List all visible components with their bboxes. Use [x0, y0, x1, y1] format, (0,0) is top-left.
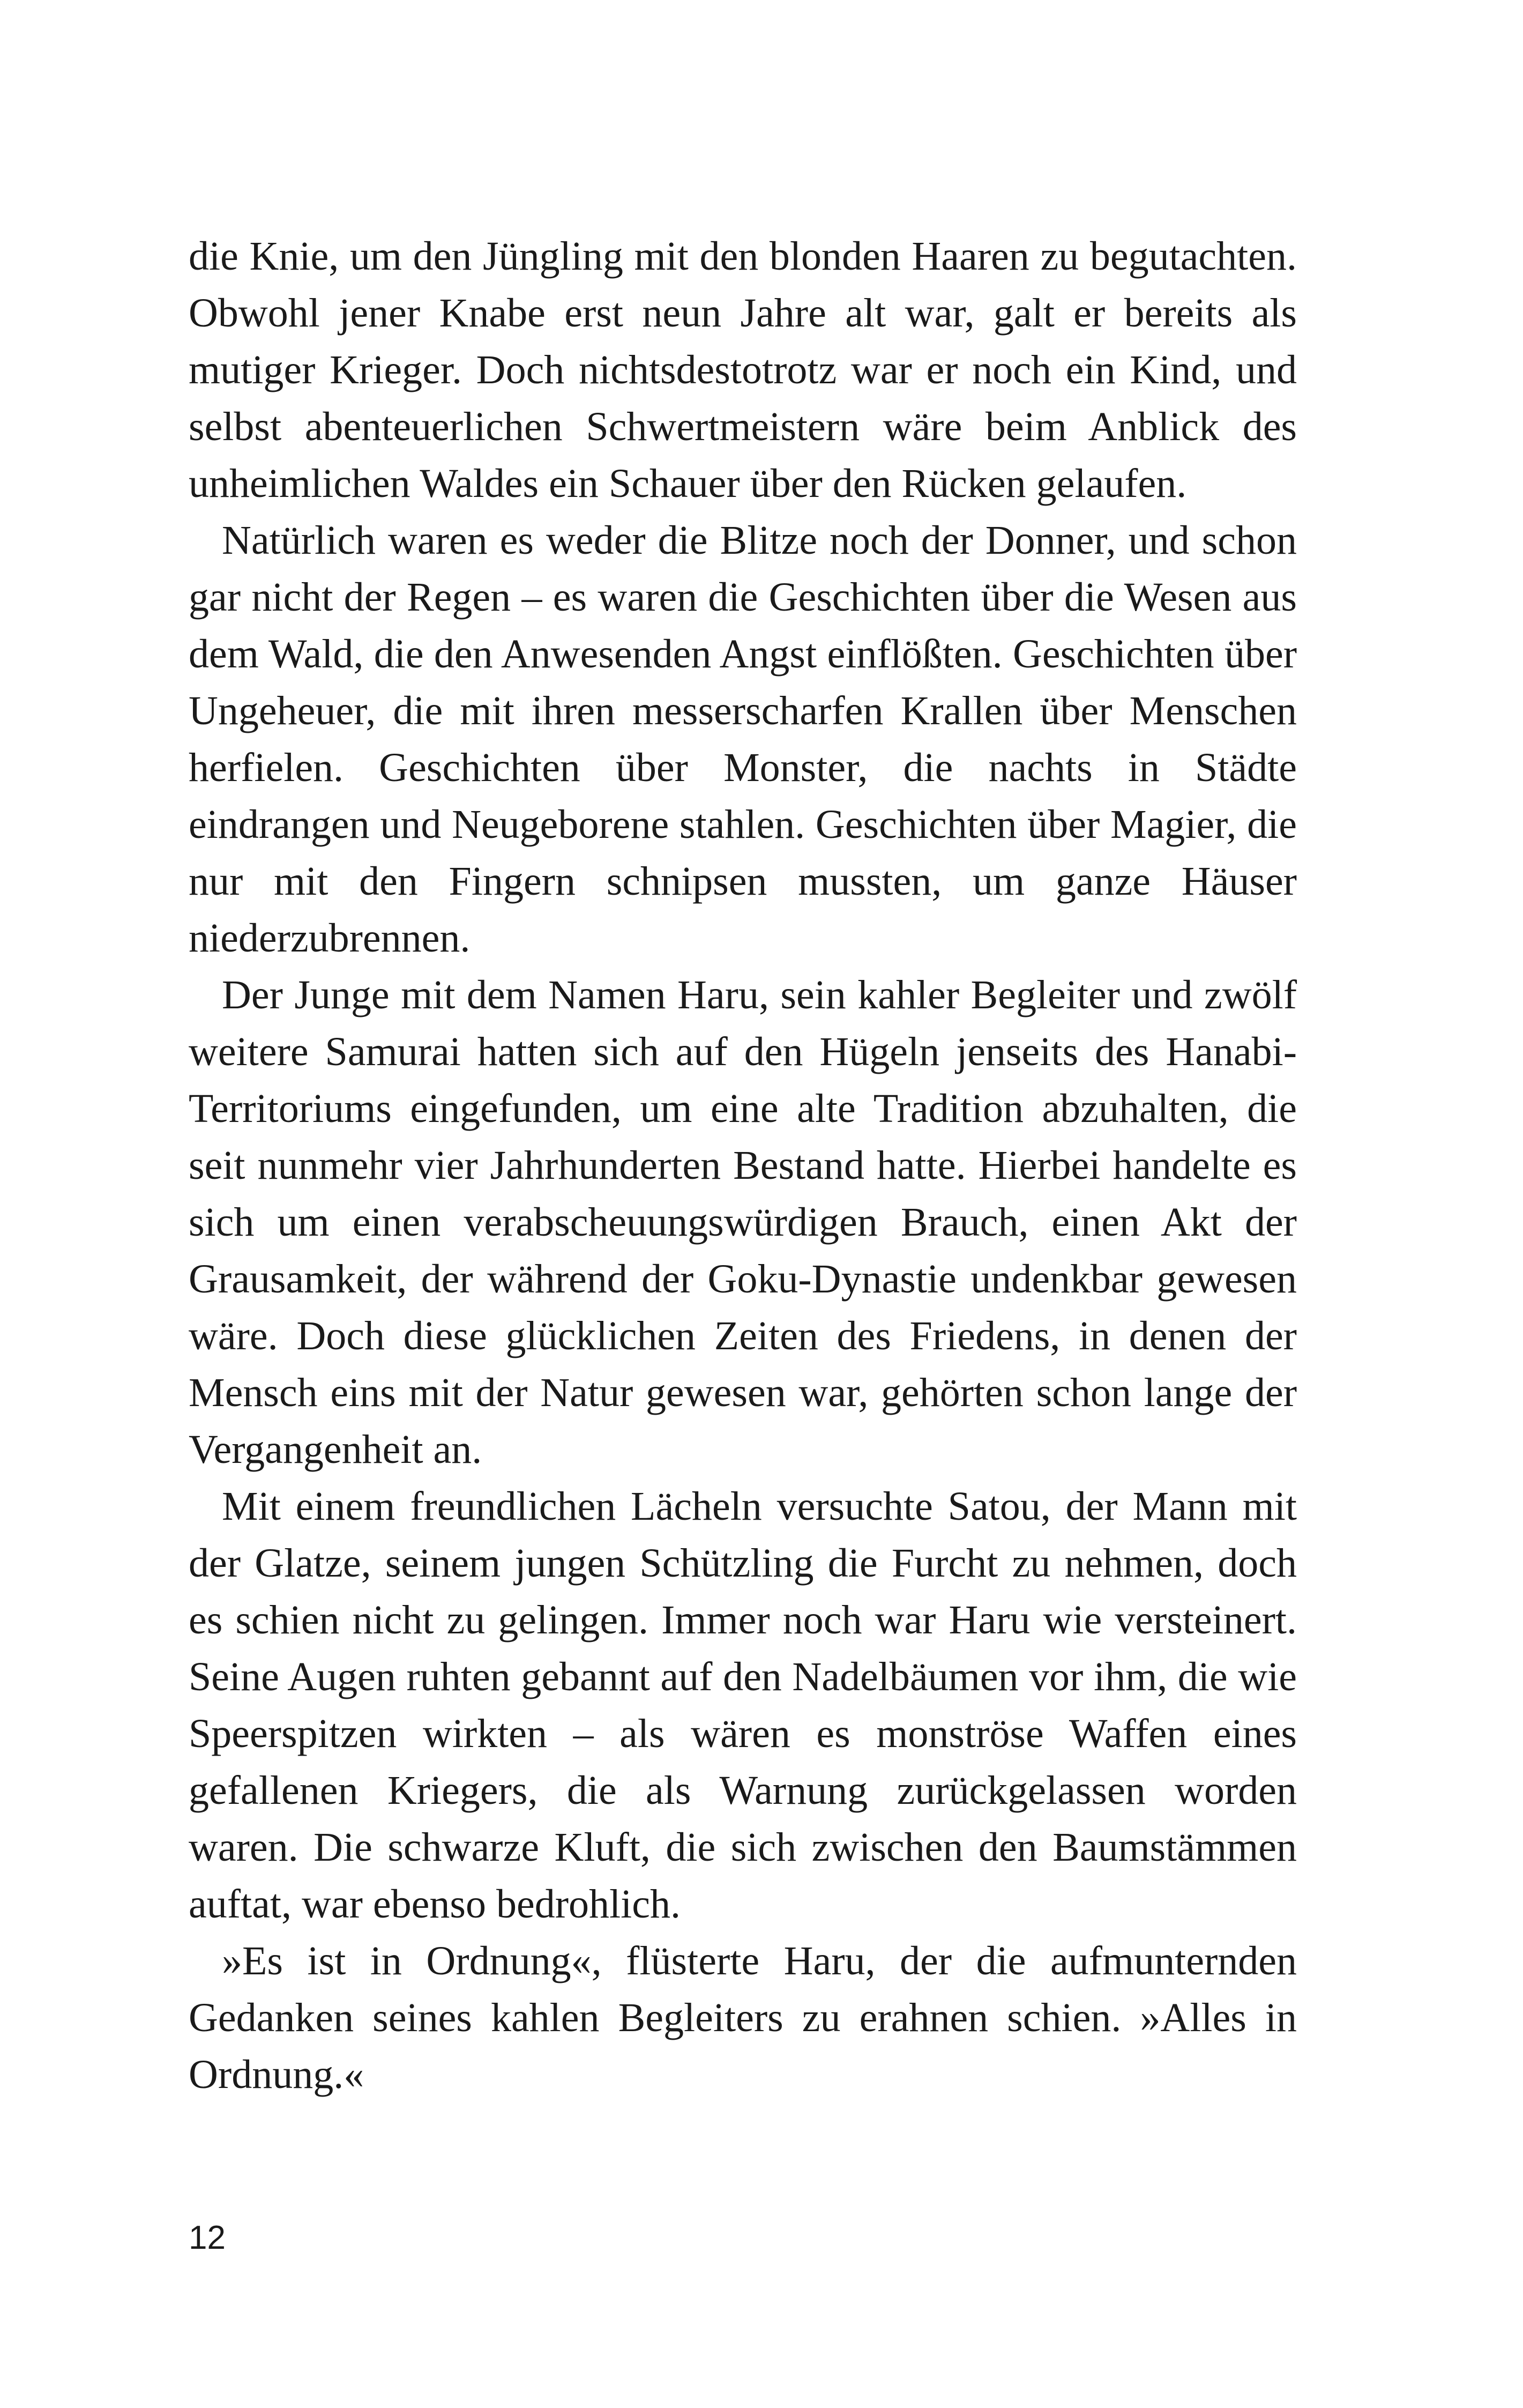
body-text	[189, 228, 1297, 2103]
paragraph-3: Der Junge mit dem Namen Haru, sein kahler Begleiter und zwölf weitere Samurai hatten sich auf den Hügeln jenseits des Hanabi-Territoriums eingefunden, um eine alte Tradition abzuhalten, die seit nunmehr vier Jahrhunderten Bestand hatte. Hierbei handelte es sich um einen verabscheuungswürdigen Brauch, einen Akt der Grausamkeit, der während der Goku-Dynastie undenkbar gewesen wäre. Doch diese glücklichen Zeiten des Friedens, in denen der Mensch eins mit der Natur gewesen war, gehörten schon lange der Vergangenheit an.	[189, 972, 1297, 1472]
paragraph-2: Natürlich waren es weder die Blitze noch der Donner, und schon gar nicht der Regen – es waren die Geschichten über die Wesen aus dem Wald, die den Anwesenden Angst einflößten. Geschichten über Ungeheuer, die mit ihren messerscharfen Krallen über Menschen herfielen. Geschichten über Monster, die nachts in Städte eindrangen und Neugeborene stahlen. Geschichten über Magier, die nur mit den Fingern schnipsen mussten, um ganze Häuser niederzubrennen.	[189, 518, 1297, 961]
paragraph-4: Mit einem freundlichen Lächeln versuchte Satou, der Mann mit der Glatze, seinem jungen Schützling die Furcht zu nehmen, doch es schien nicht zu gelingen. Immer noch war Haru wie versteinert. Seine Augen ruhten gebannt auf den Nadelbäumen vor ihm, die wie Speerspitzen wirkten – als wären es monströse Waffen eines gefallenen Kriegers, die als Warnung zurückgelassen worden waren. Die schwarze Kluft, die sich zwischen den Baumstämmen auftat, war ebenso bedrohlich.	[189, 1484, 1297, 1927]
paragraph-1: die Knie, um den Jüngling mit den blonden Haaren zu begutachten. Obwohl jener Knabe erst neun Jahre alt war, galt er bereits als mutiger Krieger. Doch nichtsdestotrotz war er noch ein Kind, und selbst abenteuerlichen Schwertmeistern wäre beim Anblick des unheimlichen Waldes ein Schauer über den Rücken gelaufen.	[189, 234, 1297, 506]
paragraph-5: »Es ist in Ordnung«, flüsterte Haru, der die aufmunternden Gedanken seines kahlen Begleiters zu erahnen schien. »Alles in Ordnung.«	[189, 1938, 1297, 2097]
page-number: 12	[189, 2219, 226, 2256]
